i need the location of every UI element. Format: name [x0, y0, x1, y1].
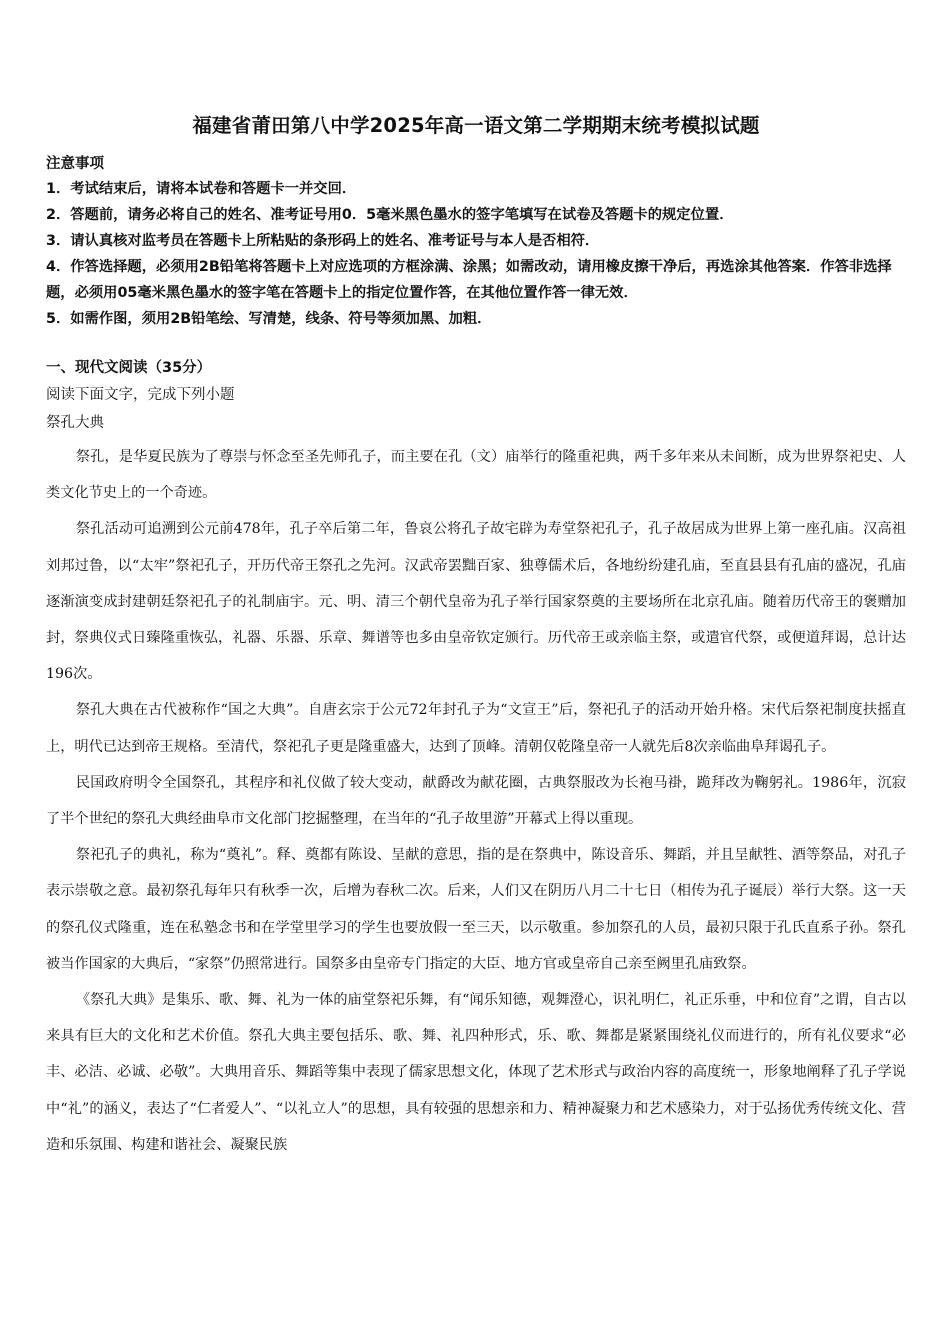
- article-body: [46, 439, 906, 1163]
- article-paragraph-1: 祭孔，是华夏民族为了尊崇与怀念至圣先师孔子，而主要在孔（文）庙举行的隆重祀典，两千多年来从未间断，成为世界祭祀史、人类文化节史上的一个奇迹。: [46, 449, 906, 502]
- notice-item-2: 2．答题前，请务必将自己的姓名、准考证号用0．5毫米黑色墨水的签字笔填写在试卷及答题卡的规定位置．: [46, 207, 734, 223]
- notice-block: [46, 152, 906, 332]
- reading-section: [46, 357, 906, 1163]
- exam-title: 福建省莆田第八中学2025年高一语文第二学期期末统考模拟试题: [192, 114, 760, 137]
- notice-item-1: 1．考试结束后，请将本试卷和答题卡一并交回．: [46, 181, 357, 197]
- section-heading: 一、现代文阅读（35分）: [46, 360, 212, 376]
- article-paragraph-4: 民国政府明令全国祭孔，其程序和礼仪做了较大变动，献爵改为献花圈，古典祭服改为长袍马褂，跪拜改为鞠躬礼。1986年，沉寂了半个世纪的祭孔大典经曲阜市文化部门挖掘整理，在当年的“孔子故里游”开幕式上得以重现。: [46, 774, 906, 828]
- notice-item-3: 3．请认真核对监考员在答题卡上所粘贴的条形码上的姓名、准考证号与本人是否相符．: [46, 233, 600, 249]
- article-paragraph-6: 《祭孔大典》是集乐、歌、舞、礼为一体的庙堂祭祀乐舞，有“闻乐知德，观舞澄心，识礼明仁，礼正乐垂，中和位育”之谓，自古以来具有巨大的文化和艺术价值。祭孔大典主要包括乐、歌、舞、礼四种形式，乐、歌、舞都是紧紧围绕礼仪而进行的，所有礼仪要求“必丰、必洁、必诚、必敬”。大典用音乐、舞蹈等集中表现了儒家思想文化，体现了艺术形式与政治内容的高度统一，形象地阐释了孔子学说中“礼”的涵义，表达了“仁者爱人”、“以礼立人”的思想，具有较强的思想亲和力、精神凝聚力和艺术感染力，对于弘扬优秀传统文化、营造和乐氛围、构建和谐社会、凝聚民族: [46, 992, 906, 1153]
- article-title: 祭孔大典: [46, 415, 104, 431]
- article-paragraph-5: 祭祀孔子的典礼，称为“奠礼”。释、奠都有陈设、呈献的意思，指的是在祭典中，陈设音乐、舞蹈，并且呈献牲、酒等祭品，对孔子表示崇敬之意。最初祭孔每年只有秋季一次，后增为春秋二次。后来，人们又在阴历八月二十七日（相传为孔子诞辰）举行大祭。这一天的祭孔仪式隆重，连在私塾念书和在学堂里学习的学生也要放假一至三天，以示敬重。参加祭孔的人员，最初只限于孔氏直系子孙。祭孔被当作国家的大典后，“家祭”仍照常进行。国祭多由皇帝专门指定的大臣、地方官或皇帝自己亲至阙里孔庙致祭。: [46, 847, 906, 972]
- notice-heading: 注意事项: [46, 156, 104, 172]
- section-instruction: 阅读下面文字，完成下列小题: [46, 387, 235, 403]
- article-paragraph-2: 祭孔活动可追溯到公元前478年，孔子卒后第二年，鲁哀公将孔子故宅辟为寿堂祭祀孔子，孔子故居成为世界上第一座孔庙。汉高祖刘邦过鲁，以“太牢”祭祀孔子，开历代帝王祭孔之先河。汉武帝罢黜百家、独尊儒术后，各地纷纷建孔庙，至直县县有孔庙的盛况，孔庙逐渐演变成封建朝廷祭祀孔子的礼制庙宇。元、明、清三个朝代皇帝为孔子举行国家祭奠的主要场所在北京孔庙。随着历代帝王的褒赠加封，祭典仪式日臻隆重恢弘，礼器、乐器、乐章、舞谱等也多由皇帝钦定颁行。历代帝王或亲临主祭，或遣官代祭，或便道拜谒，总计达196次。: [46, 521, 906, 683]
- notice-item-4: 4．作答选择题，必须用2B铅笔将答题卡上对应选项的方框涂满、涂黑；如需改动，请用橡皮擦干净后，再选涂其他答案．作答非选择题，必须用05毫米黑色墨水的签字笔在答题卡上的指定位置作答，在其他位置作答一律无效．: [46, 259, 892, 301]
- article-paragraph-3: 祭孔大典在古代被称作“国之大典”。自唐玄宗于公元72年封孔子为“文宣王”后，祭祀孔子的活动开始升格。宋代后祭祀制度扶摇直上，明代已达到帝王规格。至清代，祭祀孔子更是隆重盛大，达到了顶峰。清朝仅乾隆皇帝一人就先后8次亲临曲阜拜谒孔子。: [46, 702, 906, 755]
- notice-item-5: 5．如需作图，须用2B铅笔绘、写清楚，线条、符号等须加黑、加粗．: [46, 311, 492, 327]
